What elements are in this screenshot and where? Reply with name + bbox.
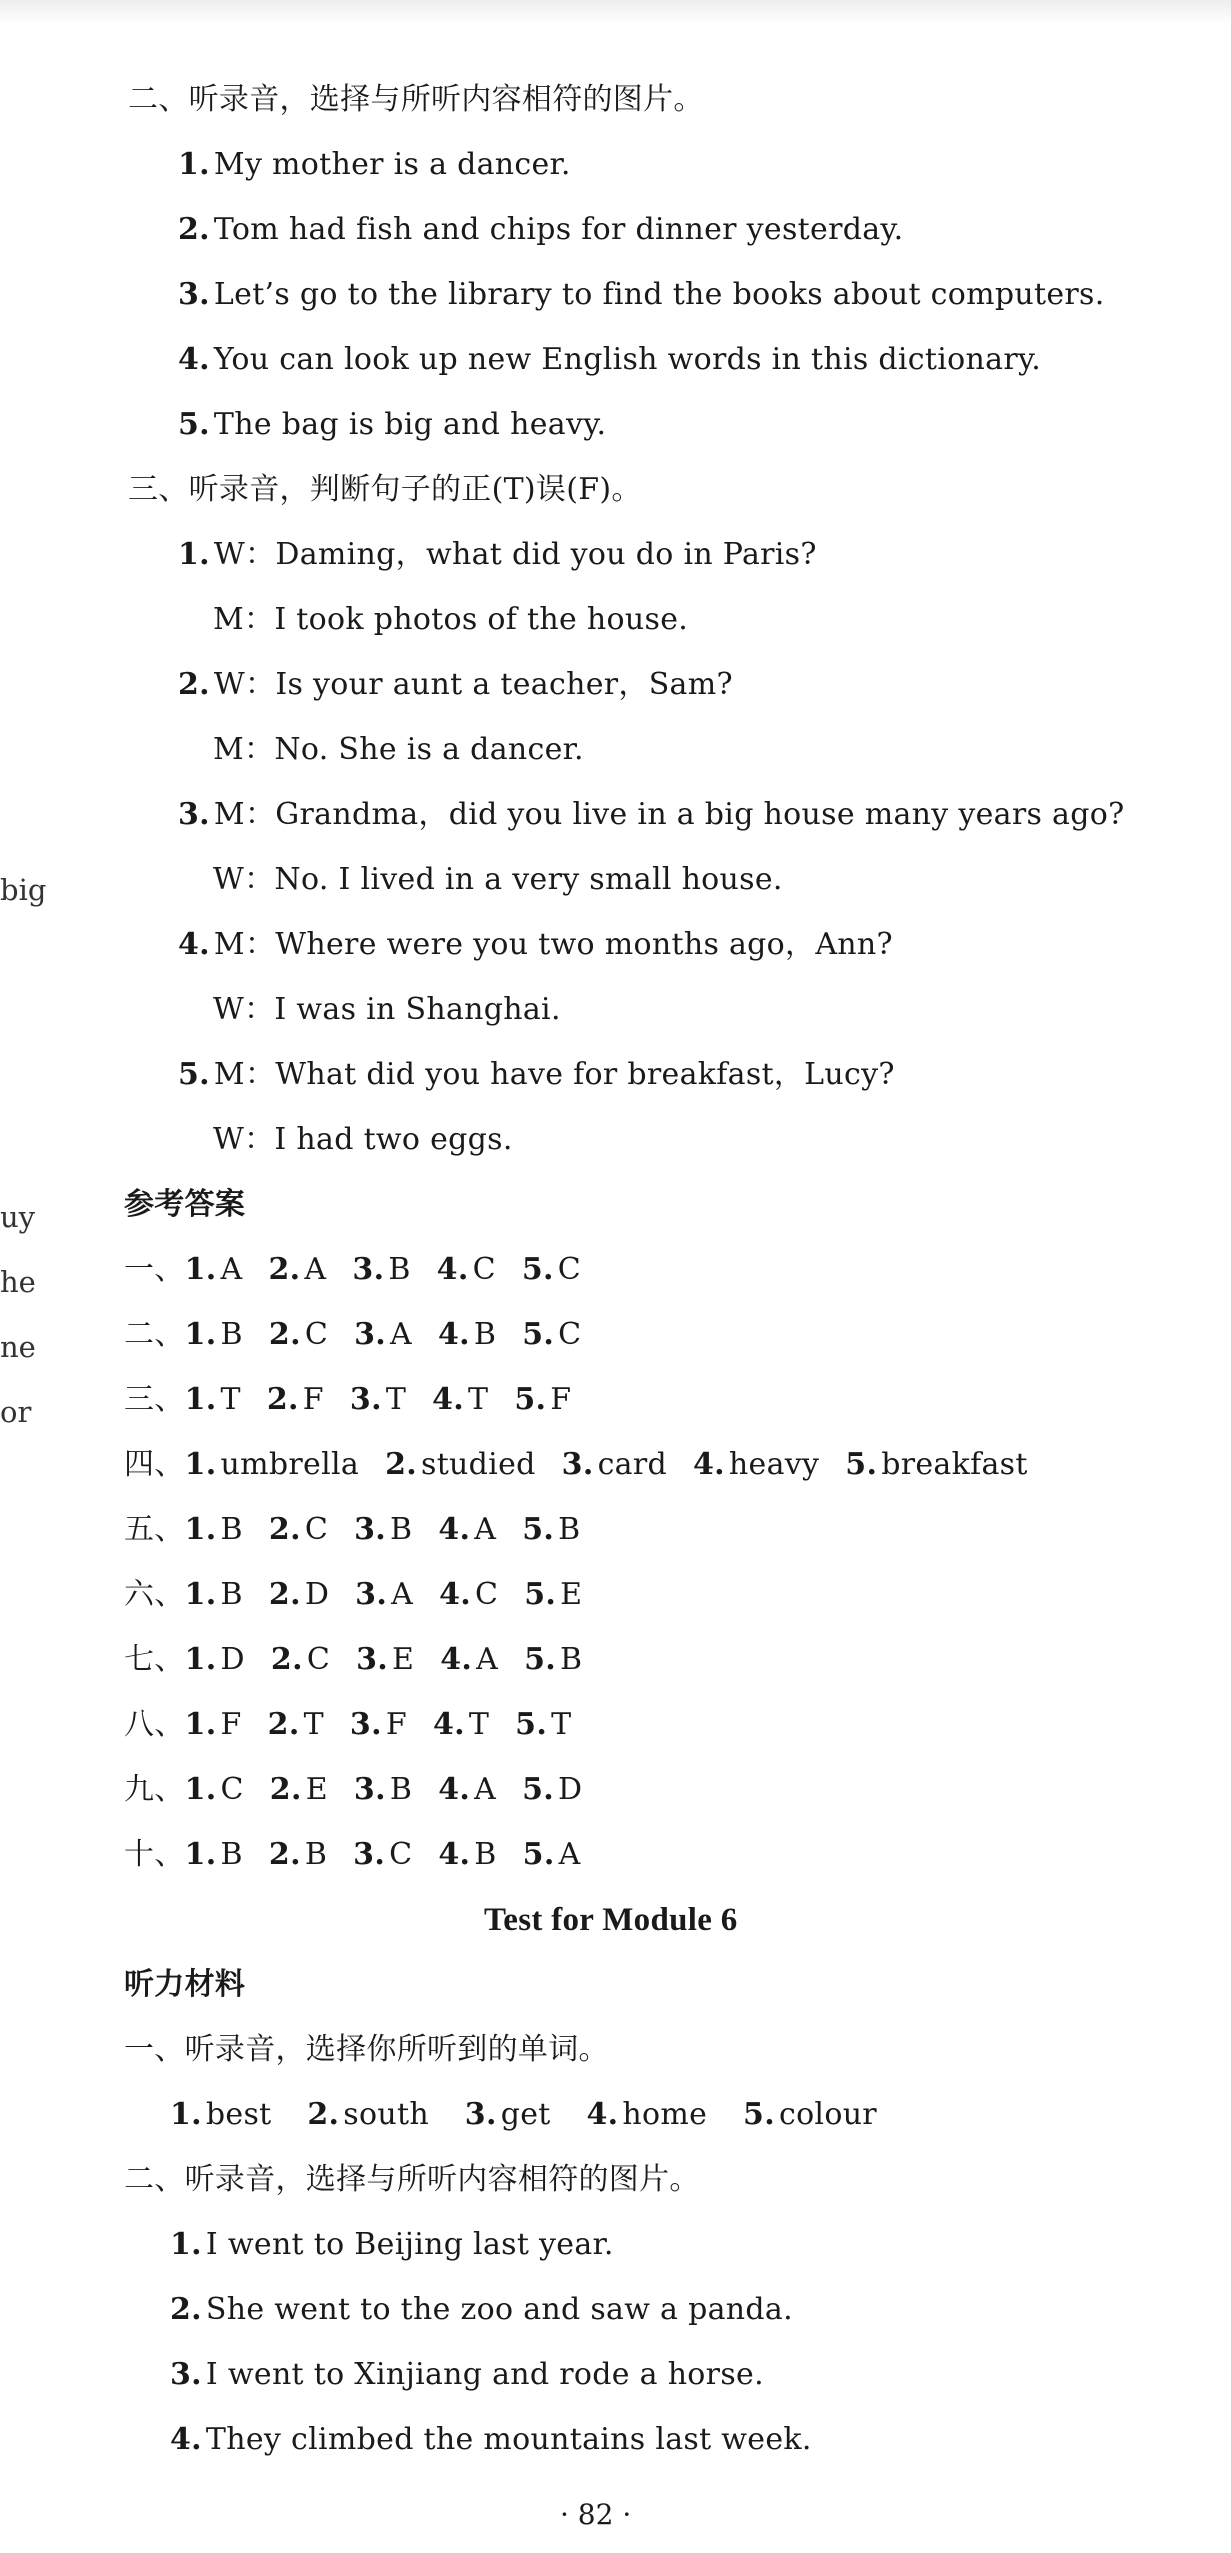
answer-item: 5. E [524, 1577, 583, 1612]
answer-row [124, 1380, 571, 1420]
answer-item: 4. B [437, 1317, 497, 1352]
answer-item: 2. studied [385, 1447, 536, 1482]
answer-item: 4. A [440, 1642, 499, 1677]
answer-row-label: 十、 [124, 1837, 185, 1872]
page-number: · 82 · [560, 2498, 632, 2531]
answer-row-label: 四、 [124, 1447, 185, 1482]
answer-item: 1. umbrella [184, 1447, 360, 1482]
answer-item: 3. C [353, 1837, 413, 1872]
answer-item: 4. A [438, 1512, 497, 1547]
dialogue-line: 2. W：Is your aunt a teacher，Sam? [178, 667, 733, 702]
answers-heading: 参考答案 [124, 1187, 246, 1222]
answer-row [124, 1835, 581, 1875]
answer-row-label: 三、 [124, 1382, 185, 1417]
dialogue-line: 5. M：What did you have for breakfast，Lucy? [178, 1057, 895, 1092]
answer-item: 2. C [268, 1317, 329, 1352]
section-heading: 二、听录音，选择与所听内容相符的图片。 [124, 2162, 700, 2197]
answer-item: 3. B [352, 1252, 411, 1287]
answer-item: 5. C [521, 1252, 582, 1287]
answer-item: 5. T [515, 1707, 572, 1742]
answer-item: 2. C [270, 1642, 331, 1677]
margin-fragment: ne [0, 1330, 36, 1364]
answer-row-label: 七、 [124, 1642, 185, 1677]
answer-item: 2. F [266, 1382, 324, 1417]
answer-row-label: 六、 [124, 1577, 185, 1612]
answer-item: 3. card [561, 1447, 667, 1482]
answer-item: 4. heavy [693, 1447, 820, 1482]
margin-fragment: uy [0, 1200, 36, 1234]
answer-item: 1. T [184, 1382, 241, 1417]
answer-item: 1. B [184, 1317, 243, 1352]
answer-item: 2. A [268, 1252, 327, 1287]
answer-item: 1. B [184, 1837, 243, 1872]
answer-row [124, 1705, 571, 1745]
answer-row [124, 1445, 1028, 1485]
test-title: Test for Module 6 [484, 1902, 738, 1938]
answer-item: 3. B [353, 1772, 413, 1807]
answer-row-label: 八、 [124, 1707, 185, 1742]
list-item: 1. My mother is a dancer. [178, 147, 571, 182]
dialogue-line: M：I took photos of the house. [213, 602, 689, 637]
answer-item: 3. A [355, 1577, 414, 1612]
list-item: 4. You can look up new English words in this dictionary. [178, 342, 1042, 377]
dialogue-line: W：I was in Shanghai. [213, 992, 561, 1027]
word-list: 1. best 2. south 3. get 4. home 5. colour [170, 2097, 877, 2132]
answer-item: 5. D [522, 1772, 583, 1807]
answer-item: 4. A [438, 1772, 497, 1807]
answer-item: 4. T [432, 1382, 489, 1417]
answer-item: 4. C [439, 1577, 499, 1612]
answer-item: 4. B [438, 1837, 497, 1872]
answer-row [124, 1510, 581, 1550]
answer-item: 2. T [267, 1707, 324, 1742]
answer-item: 1. D [184, 1642, 245, 1677]
dialogue-line: M：No. She is a dancer. [213, 732, 584, 767]
answer-row [124, 1770, 582, 1810]
answer-row [124, 1575, 582, 1615]
answer-item: 2. D [268, 1577, 330, 1612]
list-item: 3. I went to Xinjiang and rode a horse. [170, 2357, 764, 2392]
answer-row [124, 1250, 581, 1290]
answer-item: 2. E [269, 1772, 328, 1807]
answer-item: 4. C [436, 1252, 496, 1287]
list-item: 3. Let’s go to the library to find the books about computers. [178, 277, 1105, 312]
answer-item: 1. C [184, 1772, 244, 1807]
answer-row-label: 九、 [124, 1772, 185, 1807]
answer-item: 3. B [354, 1512, 413, 1547]
answer-item: 3. F [349, 1707, 407, 1742]
answer-row-label: 一、 [124, 1252, 185, 1287]
answer-item: 1. A [184, 1252, 243, 1287]
list-item: 2. She went to the zoo and saw a panda. [170, 2292, 793, 2327]
answer-item: 2. B [268, 1837, 328, 1872]
answer-item: 5. B [524, 1642, 583, 1677]
answer-item: 2. C [268, 1512, 329, 1547]
list-item: 1. I went to Beijing last year. [170, 2227, 614, 2262]
answer-item: 1. B [184, 1577, 243, 1612]
answer-row-label: 二、 [124, 1317, 185, 1352]
dialogue-line: 4. M：Where were you two months ago，Ann? [178, 927, 893, 962]
answer-item: 5. B [522, 1512, 581, 1547]
answer-item: 5. A [522, 1837, 581, 1872]
listening-heading: 听力材料 [124, 1967, 246, 2002]
answer-item: 4. T [432, 1707, 490, 1742]
list-item: 4. They climbed the mountains last week. [170, 2422, 812, 2457]
margin-fragment: big [0, 873, 47, 907]
answer-item: 1. F [184, 1707, 242, 1742]
answer-item: 3. A [354, 1317, 412, 1352]
dialogue-line: 1. W：Daming，what did you do in Paris? [178, 537, 817, 572]
answer-item: 3. T [349, 1382, 407, 1417]
dialogue-line: W：I had two eggs. [213, 1122, 513, 1157]
margin-fragment: or [0, 1395, 32, 1429]
answer-item: 5. C [522, 1317, 582, 1352]
section-heading: 二、听录音，选择与所听内容相符的图片。 [128, 82, 704, 117]
answer-row-label: 五、 [124, 1512, 185, 1547]
dialogue-line: W：No. I lived in a very small house. [213, 862, 783, 897]
section-heading: 三、听录音，判断句子的正(T)误(F)。 [128, 472, 642, 507]
margin-fragment: he [0, 1265, 36, 1299]
answer-row [124, 1315, 581, 1355]
answer-item: 1. B [184, 1512, 243, 1547]
answer-item: 5. F [514, 1382, 572, 1417]
dialogue-line: 3. M：Grandma，did you live in a big house many years ago? [178, 797, 1125, 832]
answer-row [124, 1640, 582, 1680]
scan-shadow [0, 0, 1231, 24]
answer-item: 5. breakfast [845, 1447, 1028, 1482]
list-item: 2. Tom had fish and chips for dinner yesterday. [178, 212, 904, 247]
list-item: 5. The bag is big and heavy. [178, 407, 607, 442]
answer-item: 3. E [356, 1642, 415, 1677]
section-heading: 一、听录音，选择你所听到的单词。 [124, 2032, 609, 2067]
